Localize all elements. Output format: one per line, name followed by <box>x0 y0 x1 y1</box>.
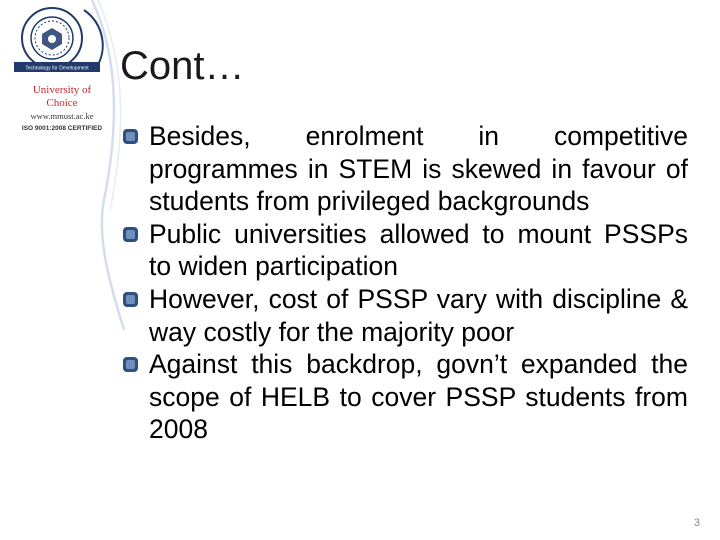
bullet-item <box>118 348 688 446</box>
university-emblem-icon <box>8 4 116 84</box>
checkbox-bullet-icon <box>122 356 140 374</box>
bullet-text: However, cost of PSSP vary with discipline & way costly for the majority poor <box>149 283 688 347</box>
bullet-text: Besides, enrolment in competitive programmes in STEM is skewed in favour of students from privileged backgrounds <box>149 121 688 217</box>
bullet-item <box>118 283 688 348</box>
logo-tagline: Technology for Development <box>25 65 89 72</box>
checkbox-bullet-icon <box>122 291 140 309</box>
logo-certification: ISO 9001:2008 CERTIFIED <box>21 125 103 132</box>
bullet-item <box>118 218 688 283</box>
slide-title: Cont… <box>120 44 245 88</box>
logo-motto-line2: Choice <box>46 97 78 109</box>
university-logo <box>8 4 116 136</box>
checkbox-bullet-icon <box>122 226 140 244</box>
page-number: 3 <box>693 517 700 529</box>
bullet-text: Public universities allowed to mount PSSPs to widen participation <box>149 218 688 282</box>
logo-motto-line1: University of <box>32 84 92 96</box>
bullet-item <box>118 120 688 218</box>
checkbox-bullet-icon <box>122 128 140 146</box>
bullet-list <box>118 120 688 446</box>
logo-website: www.mmust.ac.ke <box>30 111 94 121</box>
bullet-text: Against this backdrop, govn’t expanded the scope of HELB to cover PSSP students from 2008 <box>149 349 688 445</box>
